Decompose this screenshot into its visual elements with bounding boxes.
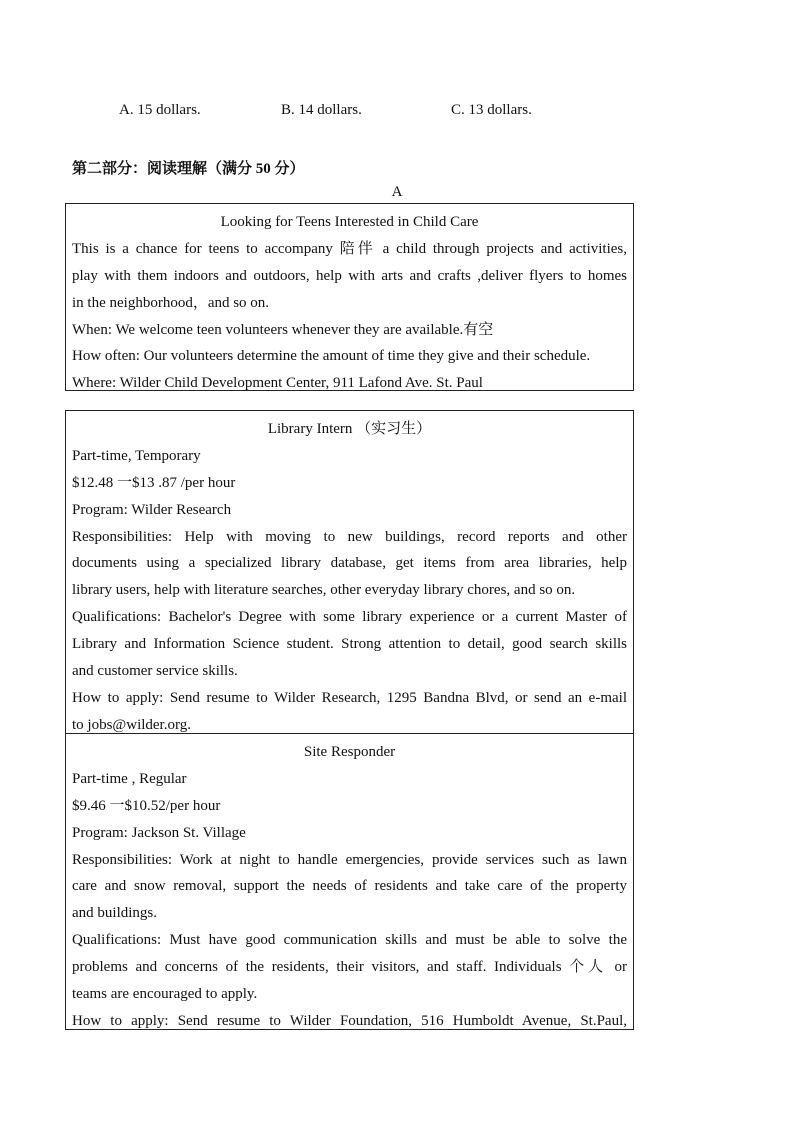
ad-line: How to apply: Send resume to Wilder Research, 1295 Bandna Blvd, or send an e-mail [72,689,627,706]
ad-line: play with them indoors and outdoors, help with arts and crafts ,deliver flyers to homes [72,267,627,284]
ad-line: Responsibilities: Work at night to handle emergencies, provide services such as lawn [72,851,627,868]
ad-line: and buildings. [72,905,157,922]
ad-line: problems and concerns of the residents, their visitors, and staff. Individuals 个人 or [72,959,627,976]
ad-library-intern [65,410,634,734]
ad-line: Responsibilities: Help with moving to new buildings, record reports and other [72,528,627,545]
ad-line: $9.46 一$10.52/per hour [72,797,221,814]
ad-line: to jobs@wilder.org. [72,716,191,733]
ad-line: Part-time , Regular [72,770,187,787]
ad-line: $12.48 一$13 .87 /per hour [72,474,236,491]
ad-title: Site Responder [303,744,396,760]
ad-line: care and snow removal, support the needs of residents and take care of the property [72,878,627,895]
ad-line: Program: Jackson St. Village [72,824,246,841]
section-heading: 第二部分：阅读理解（满分 50 分） [72,161,305,177]
ad-line: How to apply: Send resume to Wilder Foundation, 516 Humboldt Avenue, St.Paul, [72,1012,627,1029]
ad-line: How often: Our volunteers determine the amount of time they give and their schedule. [72,348,591,365]
passage-letter: A [391,184,403,200]
ad-line: Program: Wilder Research [72,501,232,518]
option-b: B. 14 dollars. [281,102,362,118]
ad-line: Qualifications: Must have good communication skills and must be able to solve the [72,932,627,949]
ad-line: Library and Information Science student. Strong attention to detail, good search skills [72,636,627,653]
ad-line: This is a chance for teens to accompany 陪伴 a child through projects and activities, [72,240,627,257]
ad-line: Where: Wilder Child Development Center, 911 Lafond Ave. St. Paul [72,375,483,392]
ad-line: When: We welcome teen volunteers whenever they are available.有空 [72,321,494,338]
option-c: C. 13 dollars. [451,102,532,118]
ad-title: Library Intern （实习生） [267,421,432,437]
ad-line: Part-time, Temporary [72,447,201,464]
ad-line: documents using a specialized library database, get items from area libraries, help [72,555,627,572]
ad-line: teams are encouraged to apply. [72,986,258,1003]
option-a: A. 15 dollars. [119,102,201,118]
ad-line: in the neighborhood，and so on. [72,294,270,311]
ad-child-care [65,203,634,391]
ad-title: Looking for Teens Interested in Child Care [220,214,479,230]
ad-site-responder [65,733,634,1030]
ad-line: Qualifications: Bachelor's Degree with some library experience or a current Master of [72,609,627,626]
ad-line: and customer service skills. [72,663,238,680]
answer-options [0,102,794,122]
ad-line: library users, help with literature searches, other everyday library chores, and so on. [72,582,576,599]
